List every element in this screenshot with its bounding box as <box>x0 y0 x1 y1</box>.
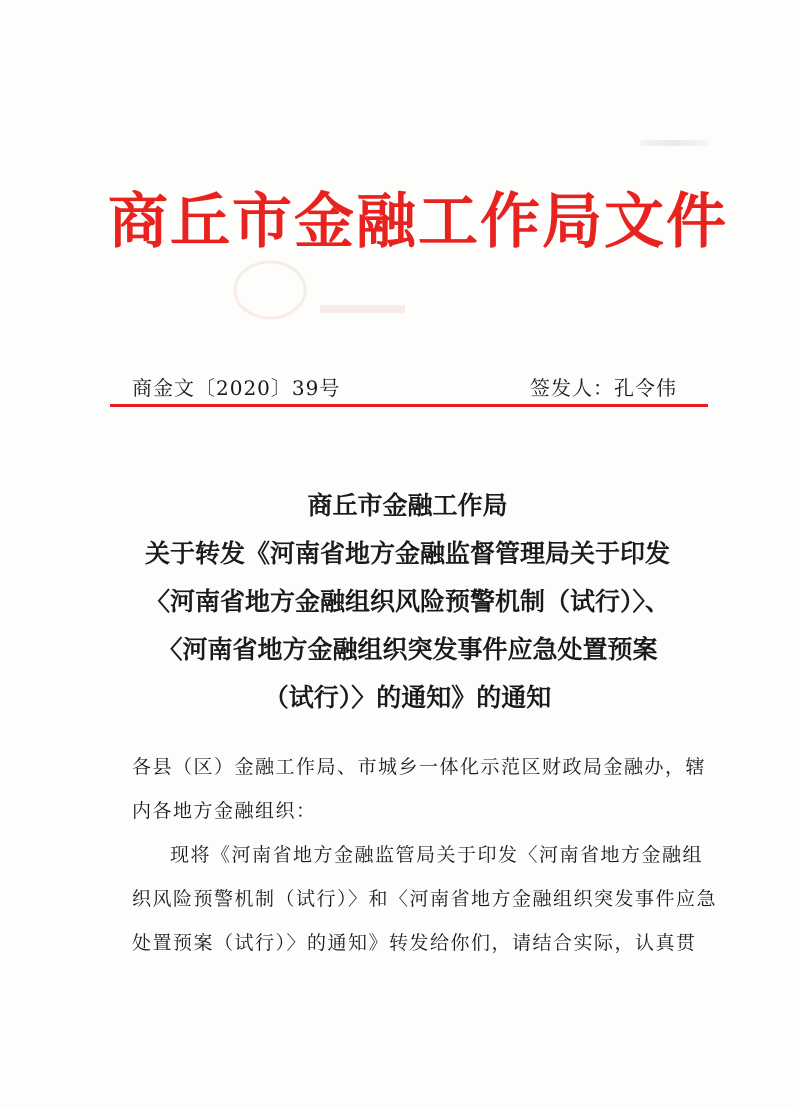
red-divider-line <box>110 404 708 407</box>
notice-title-line: （试行）〉的通知》的通知 <box>263 683 552 712</box>
bleed-through-seal <box>225 255 415 335</box>
document-header-title: 商丘市金融工作局文件 <box>108 187 728 257</box>
notice-body <box>132 745 718 965</box>
document-number: 商金文〔2020〕39号 <box>132 376 341 400</box>
signer: 签发人：孔令伟 <box>530 376 677 400</box>
body-line-paragraph: 织风险预警机制（试行）〉和〈河南省地方金融组织突发事件应急 <box>132 888 718 910</box>
body-line-addressee-cont: 内各地方金融组织： <box>132 800 317 822</box>
notice-title-line: 〈河南省地方金融组织风险预警机制（试行）〉、 <box>144 587 670 616</box>
notice-title-line: 商丘市金融工作局 <box>307 491 508 520</box>
notice-title-line: 关于转发《河南省地方金融监督管理局关于印发 <box>144 539 670 568</box>
body-line-paragraph: 现将《河南省地方金融监管局关于印发〈河南省地方金融组 <box>170 844 704 866</box>
body-line-addressee: 各县（区）金融工作局、市城乡一体化示范区财政局金融办，辖 <box>132 756 707 778</box>
scan-artifact <box>640 140 710 146</box>
notice-title-line: 〈河南省地方金融组织突发事件应急处置预案 <box>157 635 658 664</box>
notice-title <box>100 482 715 722</box>
body-line-paragraph: 处置预案（试行）〉的通知》转发给你们，请结合实际，认真贯 <box>132 932 697 954</box>
